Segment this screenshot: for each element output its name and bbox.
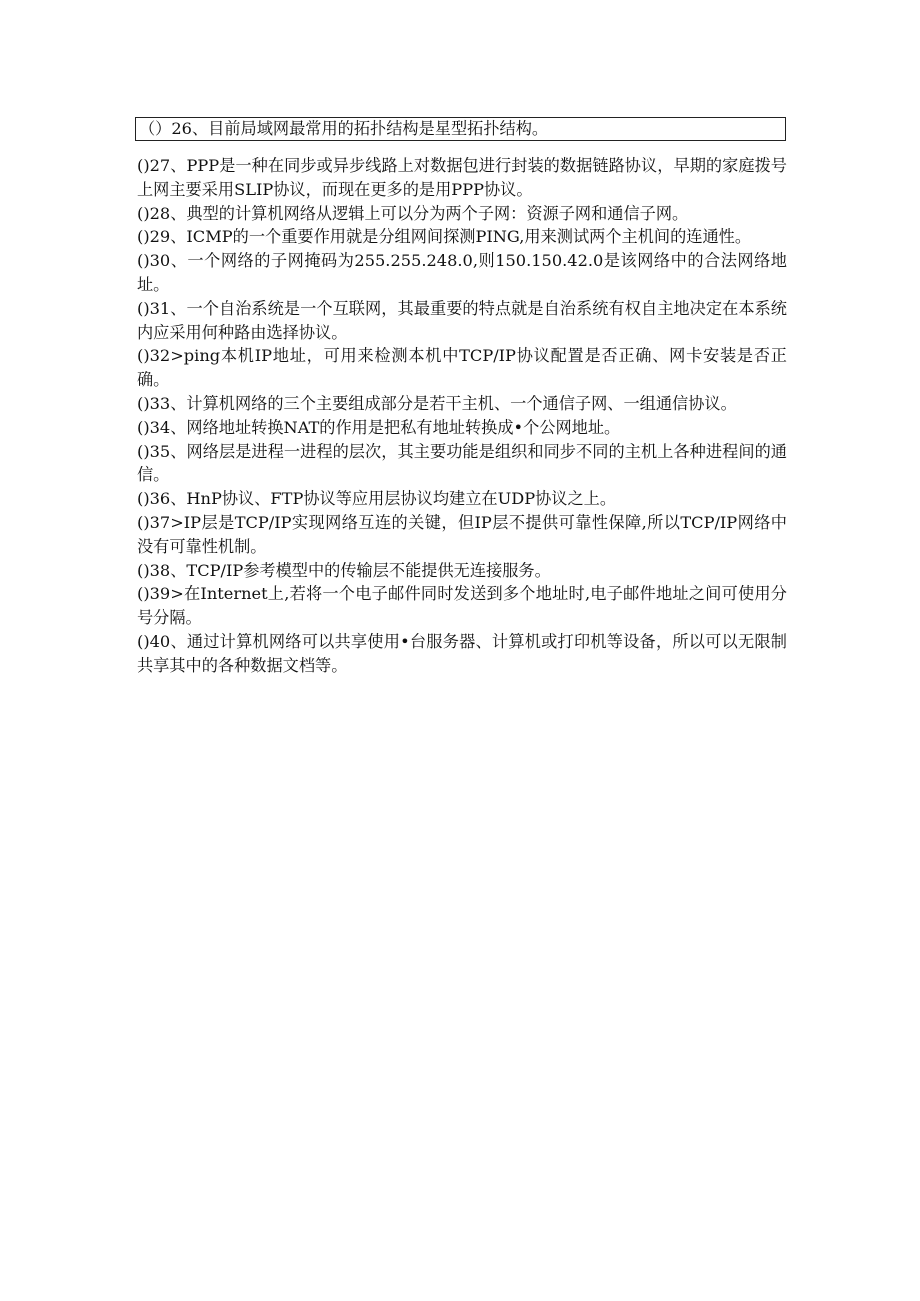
question-39: ()39>在Internet上,若将一个电子邮件同时发送到多个地址时,电子邮件地址之间可使用分号分隔。 xyxy=(137,584,787,628)
boxed-question-26: （）26、目前局域网最常用的拓扑结构是星型拓扑结构。 xyxy=(135,117,786,141)
question-33: ()33、计算机网络的三个主要组成部分是若干主机、一个通信子网、一组通信协议。 xyxy=(137,393,737,413)
question-list xyxy=(137,154,787,678)
question-36: ()36、HnP协议、FTP协议等应用层协议均建立在UDP协议之上。 xyxy=(137,489,617,509)
question-38: ()38、TCP/IP参考模型中的传输层不能提供无连接服务。 xyxy=(137,560,551,580)
question-30: ()30、一个网络的子网掩码为255.255.248.0,则150.150.42.0是该网络中的合法网络地址。 xyxy=(137,251,787,294)
question-28: ()28、典型的计算机网络从逻辑上可以分为两个子网：资源子网和通信子网。 xyxy=(137,203,689,223)
question-32: ()32>ping本机IP地址，可用来检测本机中TCP/IP协议配置是否正确、网卡安装是否正确。 xyxy=(137,346,787,390)
question-31: ()31、一个自治系统是一个互联网，其最重要的特点就是自治系统有权自主地决定在本系统内应采用何种路由选择协议。 xyxy=(137,298,787,342)
question-35: ()35、网络层是进程一进程的层次，其主要功能是组织和同步不同的主机上各种进程间的通信。 xyxy=(137,441,787,485)
question-40: ()40、通过计算机网络可以共享使用•台服务器、计算机或打印机等设备，所以可以无限制共享其中的各种数据文档等。 xyxy=(137,631,787,675)
question-37: ()37>IP层是TCP/IP实现网络互连的关键，但IP层不提供可靠性保障,所以TCP/IP网络中没有可靠性机制。 xyxy=(137,512,787,556)
question-29: ()29、ICMP的一个重要作用就是分组网间探测PING,用来测试两个主机间的连通性。 xyxy=(137,227,752,247)
question-34: ()34、网络地址转换NAT的作用是把私有地址转换成•个公网地址。 xyxy=(137,417,621,437)
question-27: ()27、PPP是一种在同步或异步线路上对数据包进行封装的数据链路协议，早期的家庭拨号上网主要采用SLIP协议，而现在更多的是用PPP协议。 xyxy=(137,156,787,199)
